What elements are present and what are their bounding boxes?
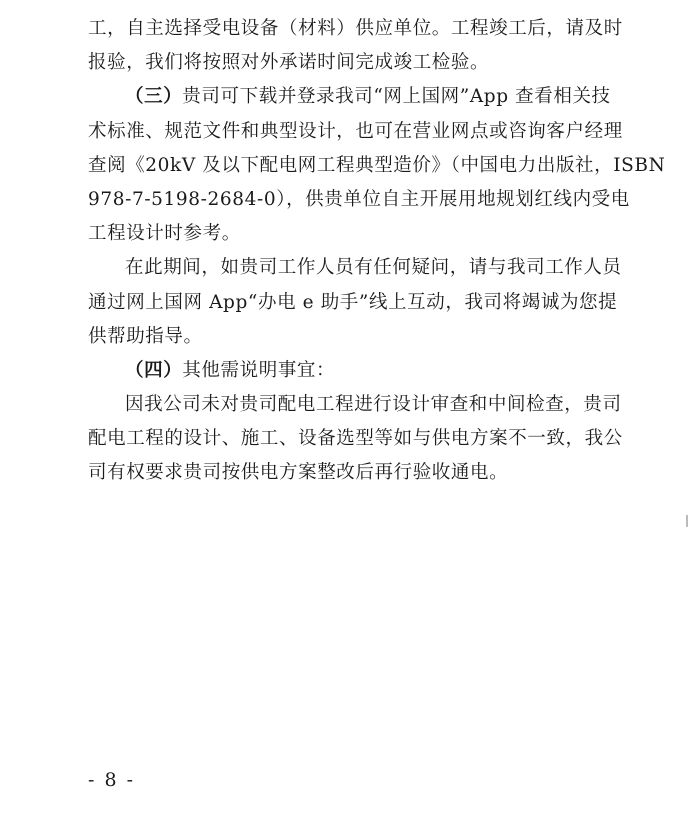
body-line-10: 供帮助指导。 [88, 325, 203, 347]
body-line-8: 在此期间，如贵司工作人员有任何疑问，请与我司工作人员 [125, 257, 622, 279]
section-three-heading-line [88, 80, 612, 114]
body-line-1: 工，自主选择受电设备（材料）供应单位。工程竣工后，请及时 [88, 18, 623, 39]
body-line-2: 报验，我们将按照对外承诺时间完成竣工检验。 [88, 52, 490, 74]
document-body [88, 12, 666, 491]
scan-artifact-mark [686, 515, 688, 527]
page-number: - 8 - [88, 769, 136, 791]
body-line-7: 工程设计时参考。 [88, 223, 241, 245]
section-three-text: 贵司可下载并登录我司“网上国网”App 查看相关技 [182, 86, 611, 108]
body-line-14: 司有权要求贵司按供电方案整改后再行验收通电。 [88, 462, 509, 484]
body-line-6: 978-7-5198-2684-0），供贵单位自主开展用地规划红线内受电 [88, 188, 630, 210]
section-four-label: （四） [125, 359, 183, 381]
section-four-heading-line [88, 354, 612, 388]
body-line-9: 通过网上国网 App“办电 e 助手”线上互动，我司将竭诚为您提 [88, 291, 618, 313]
body-line-4: 术标准、规范文件和典型设计，也可在营业网点或咨询客户经理 [88, 120, 623, 142]
body-line-12: 因我公司未对贵司配电工程进行设计审查和中间检查，贵司 [125, 394, 622, 416]
body-line-5: 查阅《20kV 及以下配电网工程典型造价》（中国电力出版社，ISBN [88, 154, 666, 176]
section-three-label: （三） [125, 86, 183, 108]
body-line-13: 配电工程的设计、施工、设备选型等如与供电方案不一致，我公 [88, 428, 623, 450]
section-four-text: 其他需说明事宜： [182, 359, 336, 381]
